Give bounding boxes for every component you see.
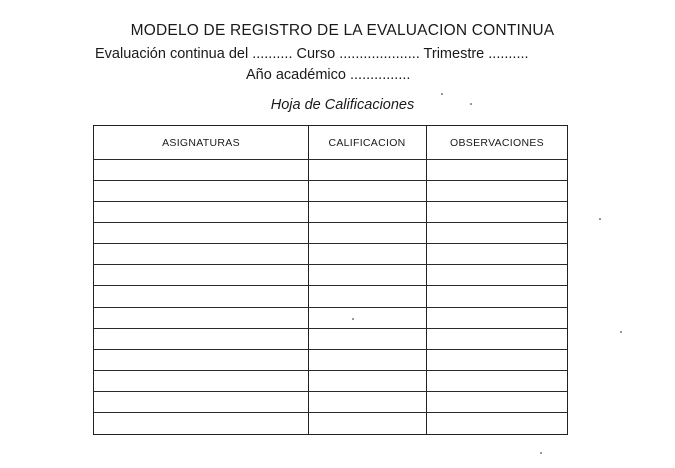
row-separator	[94, 180, 567, 181]
column-header-observations: OBSERVACIONES	[450, 136, 544, 149]
paper-speck	[540, 452, 542, 454]
column-header-subjects: ASIGNATURAS	[162, 136, 240, 149]
row-separator	[94, 328, 567, 329]
evaluation-info-line: Evaluación continua del .......... Curso .................... Trimestre ..........	[95, 46, 529, 62]
row-separator	[94, 243, 567, 244]
row-separator	[94, 222, 567, 223]
row-separator	[94, 412, 567, 413]
paper-speck	[470, 103, 472, 105]
row-separator	[94, 307, 567, 308]
column-header-grade: CALIFICACION	[328, 136, 406, 149]
paper-speck	[352, 318, 354, 320]
sheet-subtitle: Hoja de Calificaciones	[270, 97, 415, 113]
header-separator	[94, 159, 567, 160]
paper-speck	[599, 218, 601, 220]
row-separator	[94, 264, 567, 265]
row-separator	[94, 370, 567, 371]
row-separator	[94, 201, 567, 202]
column-divider	[308, 126, 309, 434]
row-separator	[94, 285, 567, 286]
column-divider	[426, 126, 427, 434]
academic-year-line: Año académico ...............	[246, 67, 411, 83]
row-separator	[94, 391, 567, 392]
grades-table	[93, 125, 568, 435]
paper-speck	[441, 93, 443, 95]
row-separator	[94, 349, 567, 350]
form-title: MODELO DE REGISTRO DE LA EVALUACION CONTINUA	[130, 22, 555, 39]
paper-speck	[620, 331, 622, 333]
